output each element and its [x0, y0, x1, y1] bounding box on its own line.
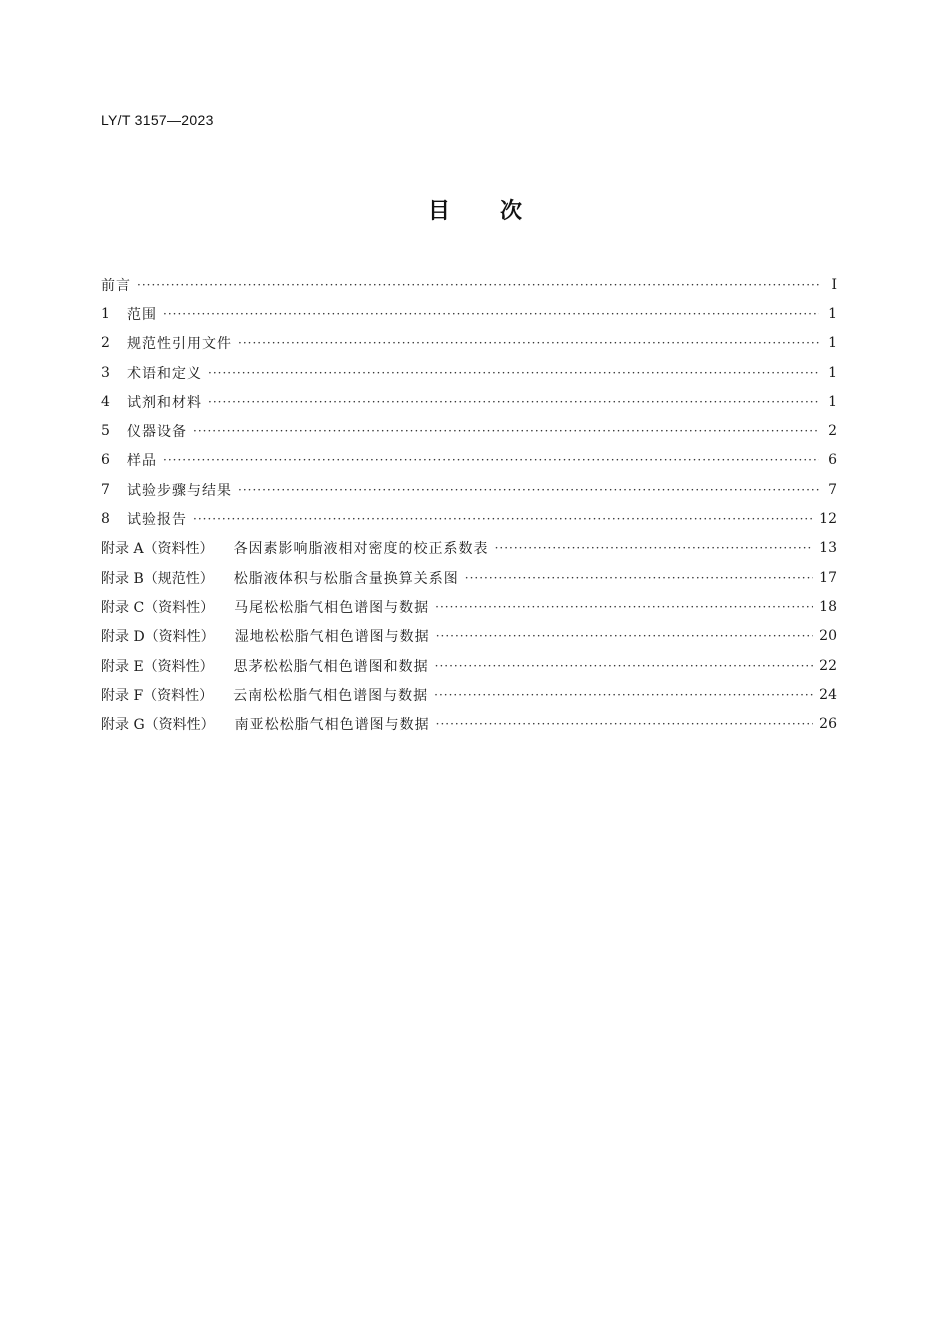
toc-leader-dots [435, 600, 813, 614]
toc-leader-dots [436, 629, 813, 643]
toc-entry[interactable] [101, 387, 837, 416]
toc-entry-annex-prefix: 附录 F（资料性） [101, 687, 214, 704]
page-title: 目次 [427, 199, 572, 224]
toc-leader-dots [193, 512, 813, 526]
toc-entry-page-number: 6 [828, 452, 837, 469]
toc-entry-page-number: 2 [828, 423, 837, 440]
toc-entry[interactable] [101, 622, 837, 651]
toc-entry[interactable] [101, 329, 837, 358]
toc-entry-page-number: 18 [819, 598, 837, 615]
toc-leader-dots [193, 424, 819, 438]
toc-entry-page-number: 12 [819, 511, 837, 528]
toc-entry[interactable] [101, 680, 837, 709]
toc-leader-dots [434, 688, 813, 702]
toc-entry[interactable] [101, 270, 837, 299]
toc-entry-label: 规范性引用文件 [127, 336, 232, 353]
toc-entry-label: 范围 [127, 306, 157, 323]
toc-entry[interactable] [101, 504, 837, 533]
toc-entry-number: 2 [101, 335, 110, 352]
toc-entry[interactable] [101, 709, 837, 738]
toc-entry[interactable] [101, 534, 837, 563]
toc-entry-label: 南亚松松脂气相色谱图与数据 [234, 717, 430, 734]
standard-code: LY/T 3157—2023 [101, 112, 214, 128]
toc-entry-annex-prefix: 附录 A（资料性） [101, 541, 214, 558]
toc-entry-label: 松脂液体积与松脂含量换算关系图 [233, 570, 459, 587]
toc-leader-dots [163, 307, 819, 321]
toc-entry-page-number: 1 [828, 364, 837, 381]
toc-leader-dots [137, 278, 819, 292]
toc-entry-number: 8 [101, 511, 110, 528]
toc-entry-label: 云南松松脂气相色谱图与数据 [233, 687, 429, 704]
toc-entry-annex-prefix: 附录 C（资料性） [101, 599, 215, 616]
toc-entry[interactable] [101, 358, 837, 387]
toc-entry-label: 术语和定义 [127, 365, 202, 382]
toc-leader-dots [238, 483, 819, 497]
toc-entry-label: 思茅松松脂气相色谱图和数据 [233, 658, 429, 675]
toc-entry-number: 6 [101, 452, 110, 469]
toc-leader-dots [495, 541, 814, 555]
toc-entry-page-number: 13 [819, 540, 837, 557]
toc-leader-dots [436, 717, 814, 731]
toc-entry-label: 试剂和材料 [127, 394, 202, 411]
toc-entry[interactable] [101, 299, 837, 328]
toc-entry-label: 试验报告 [127, 512, 187, 529]
toc-leader-dots [435, 659, 814, 673]
toc-entry-number: 4 [101, 393, 110, 410]
toc-entry-number: 7 [101, 481, 110, 498]
toc-entry-number: 5 [101, 423, 110, 440]
toc-entry-page-number: 22 [819, 657, 837, 674]
toc-entry-label: 各因素影响脂液相对密度的校正系数表 [233, 541, 489, 558]
toc-entry-page-number: 1 [828, 305, 837, 322]
toc-entry[interactable] [101, 651, 837, 680]
toc-entry[interactable] [101, 446, 837, 475]
toc-entry-label: 样品 [127, 453, 157, 470]
toc-entry[interactable] [101, 592, 837, 621]
toc-entry-page-number: 20 [819, 628, 837, 645]
toc-leader-dots [465, 571, 813, 585]
toc-entry-label: 前言 [101, 277, 131, 294]
toc-entry-annex-prefix: 附录 D（资料性） [101, 629, 215, 646]
toc-entry-label: 马尾松松脂气相色谱图与数据 [234, 599, 430, 616]
table-of-contents [101, 270, 837, 739]
toc-leader-dots [208, 366, 819, 380]
toc-entry-page-number: 1 [828, 393, 837, 410]
toc-entry-number: 3 [101, 364, 110, 381]
toc-entry-label: 仪器设备 [127, 424, 187, 441]
toc-entry-annex-prefix: 附录 E（资料性） [101, 658, 214, 675]
toc-leader-dots [238, 336, 819, 350]
toc-entry-page-number: 7 [828, 481, 837, 498]
toc-entry-annex-prefix: 附录 G（资料性） [101, 717, 215, 734]
toc-entry-number: 1 [101, 305, 110, 322]
toc-entry[interactable] [101, 475, 837, 504]
toc-entry-page-number: 1 [828, 335, 837, 352]
toc-entry-page-number: 17 [819, 569, 837, 586]
toc-entry[interactable] [101, 563, 837, 592]
toc-leader-dots [208, 395, 819, 409]
toc-entry[interactable] [101, 416, 837, 445]
toc-entry-page-number: 24 [819, 686, 837, 703]
toc-entry-page-number: 26 [819, 716, 837, 733]
toc-leader-dots [163, 453, 819, 467]
toc-entry-page-number: Ⅰ [831, 276, 837, 293]
toc-entry-label: 试验步骤与结果 [127, 482, 232, 499]
toc-entry-label: 湿地松松脂气相色谱图与数据 [234, 629, 430, 646]
toc-entry-annex-prefix: 附录 B（规范性） [101, 570, 214, 587]
